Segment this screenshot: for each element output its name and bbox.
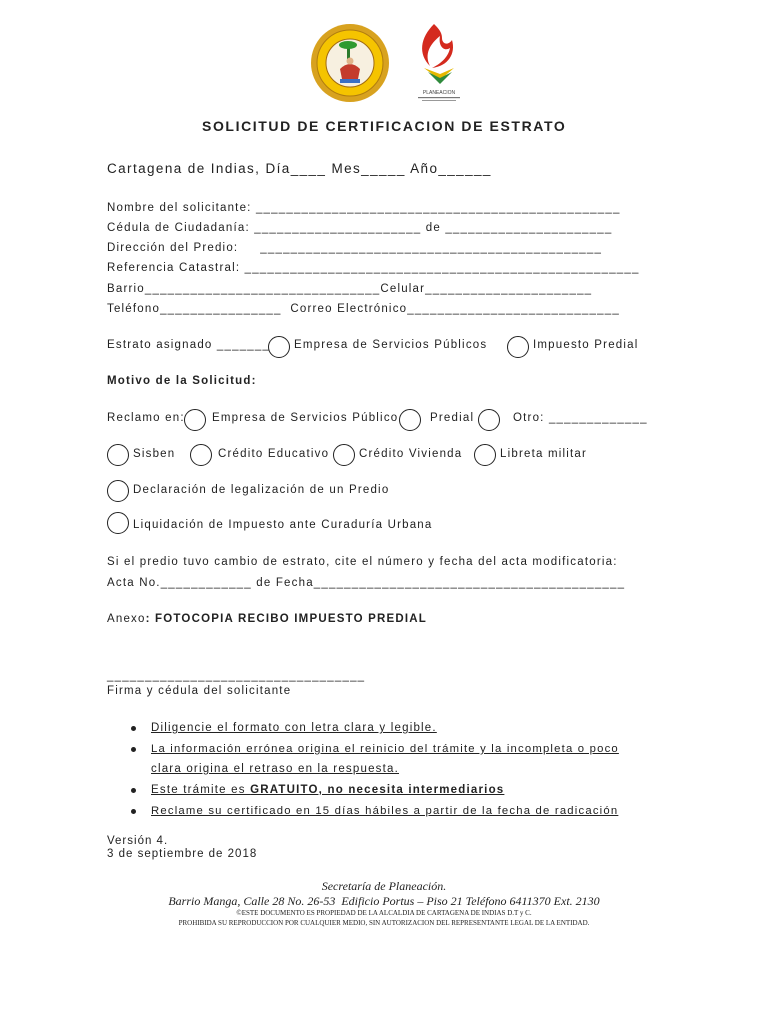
field-direccion[interactable]: Dirección del Predio: _____________________________________________: [107, 242, 603, 254]
credito-educativo-radio[interactable]: [190, 444, 212, 466]
reclamo-label: Reclamo en:: [107, 412, 185, 424]
document-title: SOLICITUD DE CERTIFICACION DE ESTRATO: [202, 118, 567, 134]
note-2-line-1: La información errónea origina el reinicio del trámite y la incompleta o poco: [151, 743, 619, 755]
reclamo-predial-radio[interactable]: [399, 409, 421, 431]
credito-vivienda-radio[interactable]: [333, 444, 355, 466]
note-2-line-2: clara origina el retraso en la respuesta.: [151, 763, 400, 775]
motivo-heading: Motivo de la Solicitud:: [107, 375, 257, 387]
cambio-estrato-text: Si el predio tuvo cambio de estrato, cite el número y fecha del acta modificatoria:: [107, 556, 618, 568]
signature-line[interactable]: __________________________________: [107, 670, 366, 682]
credito-vivienda-label: Crédito Vivienda: [359, 448, 463, 460]
field-telefono-correo[interactable]: Teléfono________________ Correo Electrónico____________________________: [107, 303, 620, 315]
credito-educativo-label: Crédito Educativo: [218, 448, 330, 460]
reclamo-empresa-label: Empresa de Servicios Público: [212, 412, 399, 424]
planeacion-logo: [410, 18, 468, 104]
footer-copyright: ©ESTE DOCUMENTO ES PROPIEDAD DE LA ALCALDIA DE CARTAGENA DE INDIAS D.T y C.: [236, 909, 532, 917]
footer-address: Barrio Manga, Calle 28 No. 26-53 Edificio Portus – Piso 21 Teléfono 6411370 Ext. 2130: [168, 894, 600, 908]
option-empresa-servicios-label: Empresa de Servicios Públicos: [294, 339, 488, 351]
note-3-emphasis: GRATUITO, no necesita intermediarios: [250, 784, 505, 796]
declaracion-label: Declaración de legalización de un Predio: [133, 484, 390, 496]
note-4: Reclame su certificado en 15 días hábiles a partir de la fecha de radicación: [151, 805, 619, 817]
note-3: [151, 783, 504, 797]
liquidacion-label: Liquidación de Impuesto ante Curaduría Urbana: [133, 519, 433, 531]
version-date: 3 de septiembre de 2018: [107, 848, 258, 860]
reclamo-otro-radio[interactable]: [478, 409, 500, 431]
reclamo-predial-label: Predial: [430, 412, 475, 424]
field-nombre[interactable]: Nombre del solicitante: ________________________________________________: [107, 202, 621, 214]
logo-text: PLANEACION: [422, 90, 456, 96]
option-empresa-servicios-radio[interactable]: [268, 336, 290, 358]
anexo-value: : FOTOCOPIA RECIBO IMPUESTO PREDIAL: [145, 613, 427, 625]
anexo-line: [107, 612, 427, 626]
bullet-icon: [131, 747, 136, 752]
field-referencia[interactable]: Referencia Catastral: ____________________________________________________: [107, 262, 640, 274]
city-seal-logo: [310, 23, 390, 103]
acta-fecha-field[interactable]: Acta No.____________ de Fecha_________________________________________: [107, 577, 626, 589]
field-cedula[interactable]: Cédula de Ciudadanía: ______________________ de ______________________: [107, 222, 613, 234]
reclamo-empresa-radio[interactable]: [184, 409, 206, 431]
footer-office: Secretaría de Planeación.: [321, 879, 447, 893]
field-barrio-celular[interactable]: Barrio_______________________________Celular______________________: [107, 283, 593, 295]
option-impuesto-predial-radio[interactable]: [507, 336, 529, 358]
bullet-icon: [131, 788, 136, 793]
date-line[interactable]: Cartagena de Indias, Día____ Mes_____ Año______: [107, 161, 492, 176]
libreta-militar-label: Libreta militar: [500, 448, 588, 460]
bullet-icon: [131, 726, 136, 731]
note-1: Diligencie el formato con letra clara y legible.: [151, 722, 437, 734]
option-impuesto-predial-label: Impuesto Predial: [533, 339, 639, 351]
version-number: Versión 4.: [107, 835, 169, 847]
anexo-label: Anexo: [107, 613, 146, 625]
note-3-text: Este trámite es: [151, 784, 251, 796]
declaracion-radio[interactable]: [107, 480, 129, 502]
bullet-icon: [131, 809, 136, 814]
sisben-label: Sisben: [133, 448, 176, 460]
liquidacion-radio[interactable]: [107, 512, 129, 534]
footer-prohibition: PROHIBIDA SU REPRODUCCION POR CUALQUIER MEDIO, SIN AUTORIZACION DEL REPRESENTANTE LEGAL DE LA ENTIDAD.: [178, 919, 590, 927]
signature-label: Firma y cédula del solicitante: [107, 685, 292, 697]
reclamo-otro-label[interactable]: Otro: _____________: [513, 412, 648, 424]
sisben-radio[interactable]: [107, 444, 129, 466]
libreta-militar-radio[interactable]: [474, 444, 496, 466]
estrato-label[interactable]: Estrato asignado _______: [107, 339, 271, 351]
